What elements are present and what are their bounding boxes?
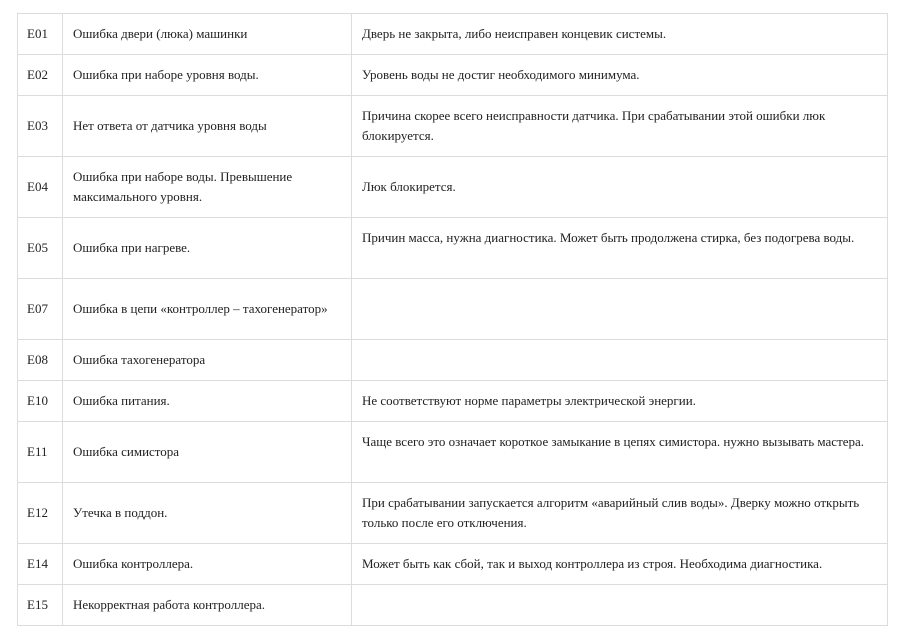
error-code: E15 [18, 585, 63, 626]
error-code: E05 [18, 218, 63, 279]
error-code: E10 [18, 381, 63, 422]
error-description: Может быть как сбой, так и выход контроллера из строя. Необходима диагностика. [352, 544, 888, 585]
table-row [18, 55, 888, 96]
error-name: Ошибка тахогенератора [63, 340, 352, 381]
error-code: E02 [18, 55, 63, 96]
error-name: Ошибка питания. [63, 381, 352, 422]
error-codes-table [17, 13, 888, 626]
table-row [18, 483, 888, 544]
error-description [352, 340, 888, 381]
error-description [352, 585, 888, 626]
table-row [18, 157, 888, 218]
error-description [352, 279, 888, 340]
error-name: Ошибка при наборе уровня воды. [63, 55, 352, 96]
error-name: Ошибка в цепи «контроллер – тахогенератор» [63, 279, 352, 340]
error-code: E07 [18, 279, 63, 340]
error-code: E03 [18, 96, 63, 157]
table-row [18, 544, 888, 585]
error-description: Чаще всего это означает короткое замыкание в цепях симистора. нужно вызывать мастера. [352, 422, 888, 483]
error-codes-table-container [17, 13, 888, 626]
error-description: Не соответствуют норме параметры электрической энергии. [352, 381, 888, 422]
error-name: Нет ответа от датчика уровня воды [63, 96, 352, 157]
error-name: Ошибка контроллера. [63, 544, 352, 585]
error-description: Люк блокирется. [352, 157, 888, 218]
error-description: Уровень воды не достиг необходимого минимума. [352, 55, 888, 96]
table-row [18, 218, 888, 279]
error-code: E04 [18, 157, 63, 218]
error-code: E08 [18, 340, 63, 381]
table-row [18, 381, 888, 422]
table-row [18, 279, 888, 340]
error-code: E12 [18, 483, 63, 544]
error-description: Причин масса, нужна диагностика. Может быть продолжена стирка, без подогрева воды. [352, 218, 888, 279]
error-name: Ошибка двери (люка) машинки [63, 14, 352, 55]
table-row [18, 96, 888, 157]
error-name: Утечка в поддон. [63, 483, 352, 544]
error-code: E01 [18, 14, 63, 55]
error-description: Причина скорее всего неисправности датчика. При срабатывании этой ошибки люк блокируется. [352, 96, 888, 157]
error-description: При срабатывании запускается алгоритм «аварийный слив воды». Дверку можно открыть только после его отключения. [352, 483, 888, 544]
error-description: Дверь не закрыта, либо неисправен концевик системы. [352, 14, 888, 55]
table-row [18, 422, 888, 483]
error-name: Ошибка симистора [63, 422, 352, 483]
error-name: Ошибка при наборе воды. Превышение максимального уровня. [63, 157, 352, 218]
table-row [18, 585, 888, 626]
table-row [18, 14, 888, 55]
error-name: Некорректная работа контроллера. [63, 585, 352, 626]
error-name: Ошибка при нагреве. [63, 218, 352, 279]
table-row [18, 340, 888, 381]
error-code: E11 [18, 422, 63, 483]
error-code: E14 [18, 544, 63, 585]
